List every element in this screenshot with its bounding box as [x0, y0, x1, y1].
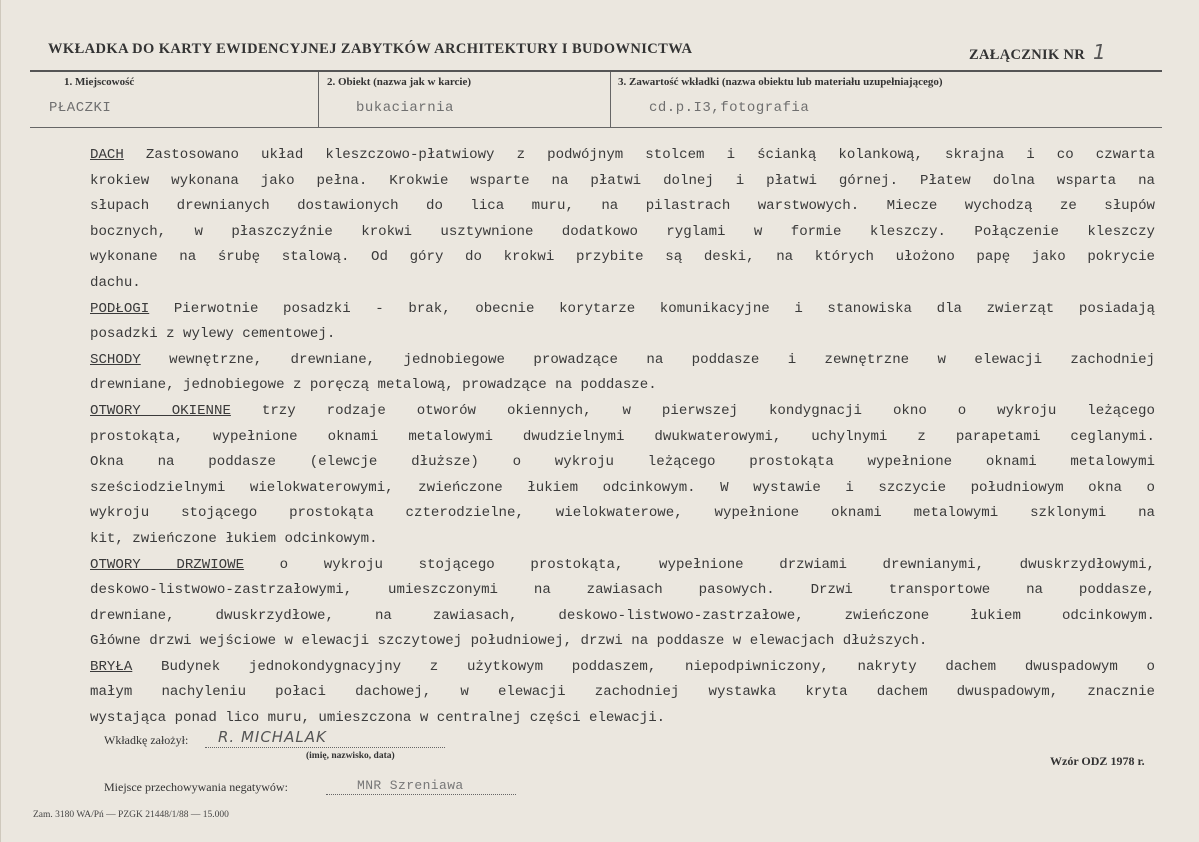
text-line	[90, 348, 1155, 374]
text-line	[90, 655, 1155, 681]
text-segment: Budynek jednokondygnacyjny z użytkowym poddaszem, niepodpiwniczony, nakryty dachem dwuspadowym o	[132, 658, 1155, 675]
column-divider-2	[610, 72, 611, 127]
header-rule-bottom	[30, 127, 1162, 128]
author-dotted-line	[205, 747, 445, 748]
print-order: Zam. 3180 WA/Pń — PZGK 21448/1/88 — 15.000	[33, 810, 229, 820]
text-line: małym nachyleniu połaci dachowej, w elewacji zachodniej wystawka kryta dachem dwuspadowym, znacznie	[90, 684, 1155, 701]
text-line	[90, 553, 1155, 579]
text-line: sześciodzielnymi wielokwaterowymi, zwieńczone łukiem odcinkowym. W wystawie i szczycie południowym okna o	[90, 479, 1155, 496]
negatives-value: MNR Szreniawa	[357, 778, 464, 793]
negatives-dotted-line	[326, 794, 516, 795]
column-head-contents: 3. Zawartość wkładki (nazwa obiektu lub materiału uzupełniającego)	[618, 76, 943, 88]
section-keyword-schody: SCHODY	[90, 351, 141, 368]
text-line: słupach drewnianych dostawionych do lica muru, na pilastrach warstwowych. Miecze wychodzą ze słupów	[90, 198, 1155, 215]
column-head-object: 2. Obiekt (nazwa jak w karcie)	[327, 76, 472, 88]
text-segment: trzy rodzaje otworów okiennych, w pierwszej kondygnacji okno o wykroju leżącego	[230, 402, 1155, 419]
text-line: posadzki z wylewy cementowej.	[90, 326, 336, 343]
text-line: deskowo-listwowo-zastrzałowymi, umieszczonymi na zawiasach pasowych. Drzwi transportowe na poddasze,	[90, 582, 1155, 599]
author-signature: R. MICHALAK	[218, 728, 327, 746]
text-line: kit, zwieńczone łukiem odcinkowym.	[90, 530, 378, 547]
form-model: Wzór ODZ 1978 r.	[1050, 754, 1145, 768]
annex-label-group	[969, 40, 1106, 64]
object-value: bukaciarnia	[356, 100, 454, 116]
annex-number: 1	[1092, 40, 1106, 64]
text-line: drewniane, jednobiegowe z poręczą metalową, prowadzące na poddasze.	[90, 377, 657, 394]
text-line: prostokąta, wypełnione oknami metalowymi dwudzielnymi dwukwaterowymi, uchylnymi z parapetami ceglanymi.	[90, 428, 1155, 445]
column-head-locality: 1. Miejscowość	[64, 76, 135, 88]
text-line: drewniane, dwuskrzydłowe, na zawiasach, deskowo-listwowo-zastrzałowe, zwieńczone łukiem odcinkowym.	[90, 607, 1155, 624]
section-keyword-drzwi: OTWORY DRZWIOWE	[90, 556, 245, 573]
text-line	[90, 297, 1155, 323]
header-rule-top	[30, 70, 1162, 72]
section-keyword-okna: OTWORY OKIENNE	[90, 402, 231, 419]
text-line: Główne drzwi wejściowe w elewacji szczytowej południowej, drzwi na poddasze w elewacjach dłuższych.	[90, 633, 928, 650]
text-line: dachu.	[90, 274, 141, 291]
section-keyword-dach: DACH	[90, 147, 124, 163]
card-title: WKŁADKA DO KARTY EWIDENCYJNEJ ZABYTKÓW ARCHITEKTURY I BUDOWNICTWA	[48, 41, 693, 57]
text-line: wystająca ponad lico muru, umieszczona w centralnej części elewacji.	[90, 710, 666, 727]
negatives-label: Miejsce przechowywania negatywów:	[104, 780, 288, 794]
text-segment: Pierwotnie posadzki - brak, obecnie korytarze komunikacyjne i stanowiska dla zwierząt posiadają	[149, 300, 1155, 317]
locality-value: PŁACZKI	[49, 100, 112, 116]
contents-value: cd.p.I3,fotografia	[649, 100, 810, 116]
text-segment: Zastosowano układ kleszczowo-płatwiowy z podwójnym stolcem i ścianką kolankową, skrajna i co czwarta	[123, 147, 1155, 163]
text-line: wykonane na śrubę stalową. Od góry do krokwi przybite są deski, na których ułożono papę jako pokrycie	[90, 249, 1155, 266]
text-segment: wewnętrzne, drewniane, jednobiegowe prowadzące na poddasze i zewnętrzne w elewacji zachodniej	[140, 351, 1155, 368]
text-line: krokiew wykonana jako pełna. Krokwie wsparte na płatwi dolnej i płatwi górnej. Płatew dolna wsparta na	[90, 172, 1155, 189]
annex-label: ZAŁĄCZNIK NR	[969, 47, 1085, 63]
author-label: Wkładkę założył:	[104, 733, 189, 747]
author-hint: (imię, nazwisko, data)	[306, 751, 395, 761]
text-line: wykroju stojącego prostokąta czterodzielne, wielokwaterowe, wypełnione oknami metalowymi szklonymi na	[90, 505, 1155, 522]
text-line	[90, 143, 1155, 169]
text-line: Okna na poddasze (elewcje dłuższe) o wykroju leżącego prostokąta wypełnione oknami metalowymi	[90, 454, 1155, 471]
text-segment: o wykroju stojącego prostokąta, wypełnione drzwiami drewnianymi, dwuskrzydłowymi,	[244, 556, 1155, 573]
text-line	[90, 399, 1155, 425]
column-divider-1	[318, 72, 319, 127]
text-line: bocznych, w płaszczyźnie krokwi usztywnione dodatkowo ryglami w formie kleszczy. Połączenie kleszczy	[90, 223, 1155, 240]
description-body	[90, 143, 1155, 732]
section-keyword-podlogi: PODŁOGI	[90, 300, 150, 317]
section-keyword-bryla: BRYŁA	[90, 658, 133, 675]
